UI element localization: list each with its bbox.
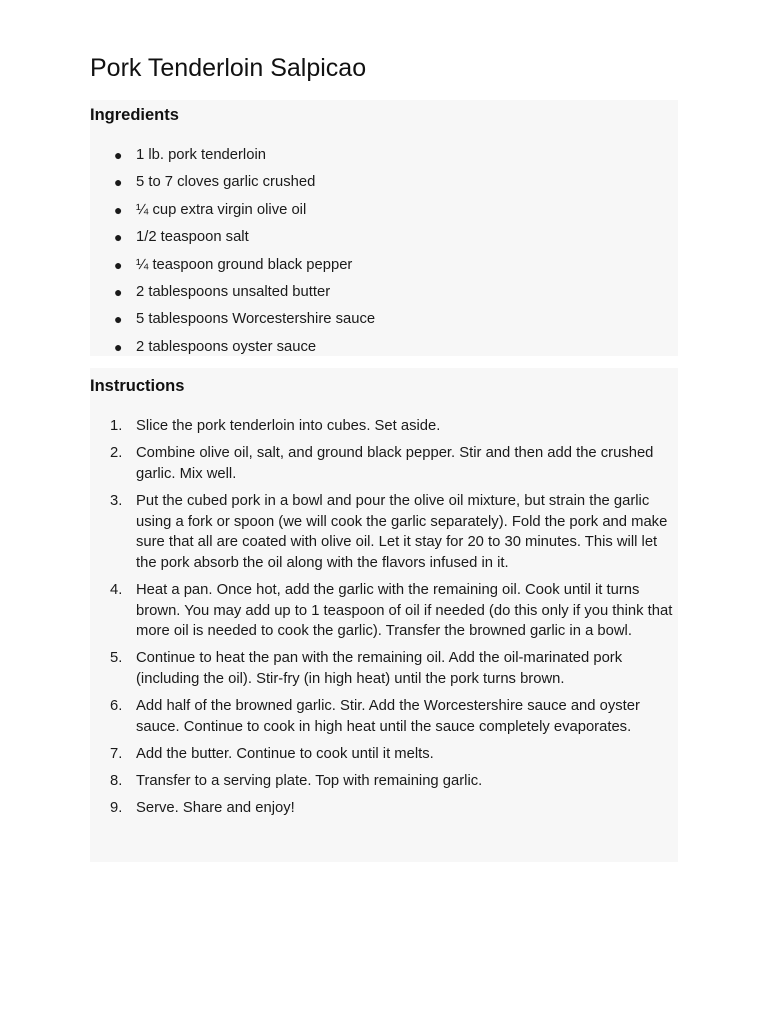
step-text: Transfer to a serving plate. Top with remaining garlic. [136, 773, 483, 790]
ingredient-text: 5 to 7 cloves garlic crushed [136, 174, 316, 191]
list-item [90, 648, 678, 689]
step-text: Put the cubed pork in a bowl and pour the olive oil mixture, but strain the garlic using a fork or spoon (we will cook the garlic separately). Fold the pork and make sure that all are coated with olive oil. Let it stay for 20 to 30 minutes. This will let the pork absorb the oil along with the flavors infused in it. [136, 492, 668, 571]
ingredient-text: ¼ teaspoon ground black pepper [136, 256, 353, 273]
ingredient-text: 5 tablespoons Worcestershire sauce [136, 311, 376, 328]
step-number: 5. [110, 650, 123, 667]
list-item [90, 744, 678, 765]
step-text: Continue to heat the pan with the remaining oil. Add the oil-marinated pork (including the oil). Stir-fry (in high heat) until the pork turns brown. [136, 650, 623, 687]
step-text: Add the butter. Continue to cook until it melts. [136, 745, 434, 762]
bullet-icon: ● [114, 229, 123, 246]
step-text: Add half of the browned garlic. Stir. Add the Worcestershire sauce and oyster sauce. Continue to cook in high heat until the sauce completely evaporates. [136, 698, 640, 735]
ingredient-text: ¼ cup extra virgin olive oil [136, 201, 307, 218]
list-item [90, 307, 678, 334]
list-item [90, 198, 678, 225]
list-item [90, 798, 678, 819]
instructions-heading: Instructions [90, 377, 185, 395]
ingredient-text: 2 tablespoons unsalted butter [136, 283, 331, 300]
step-text: Serve. Share and enjoy! [136, 800, 295, 817]
list-item [90, 491, 678, 573]
step-text: Combine olive oil, salt, and ground black pepper. Stir and then add the crushed garlic. Mix well. [136, 445, 654, 482]
instructions-list [90, 416, 678, 825]
list-item [90, 253, 678, 280]
ingredient-text: 1 lb. pork tenderloin [136, 147, 266, 163]
page-title: Pork Tenderloin Salpicao [90, 54, 367, 82]
ingredient-text: 2 tablespoons oyster sauce [136, 338, 317, 355]
bullet-icon: ● [114, 283, 123, 300]
list-item [90, 443, 678, 484]
bullet-icon: ● [114, 201, 123, 218]
step-number: 7. [110, 745, 123, 762]
step-number: 4. [110, 581, 123, 598]
list-item [90, 580, 678, 642]
ingredients-heading: Ingredients [90, 106, 179, 124]
list-item [90, 170, 678, 197]
ingredient-text: 1/2 teaspoon salt [136, 229, 249, 246]
list-item [90, 280, 678, 307]
list-item [90, 696, 678, 737]
step-number: 9. [110, 800, 123, 817]
list-item [90, 335, 678, 362]
step-number: 3. [110, 492, 123, 509]
step-number: 6. [110, 698, 123, 715]
list-item [90, 416, 678, 437]
bullet-icon: ● [114, 147, 123, 163]
ingredients-list [90, 143, 678, 362]
bullet-icon: ● [114, 256, 123, 273]
step-text: Slice the pork tenderloin into cubes. Set aside. [136, 418, 441, 434]
bullet-icon: ● [114, 174, 123, 191]
list-item [90, 143, 678, 170]
list-item [90, 771, 678, 792]
bullet-icon: ● [114, 338, 123, 355]
step-number: 2. [110, 445, 123, 462]
step-number: 1. [110, 418, 123, 434]
step-text: Heat a pan. Once hot, add the garlic with the remaining oil. Cook until it turns brown. You may add up to 1 teaspoon of oil if needed (do this only if you think that more oil is needed to cook the garlic). Transfer the browned garlic in a bowl. [136, 581, 673, 640]
bullet-icon: ● [114, 311, 123, 328]
list-item [90, 225, 678, 252]
step-number: 8. [110, 773, 123, 790]
